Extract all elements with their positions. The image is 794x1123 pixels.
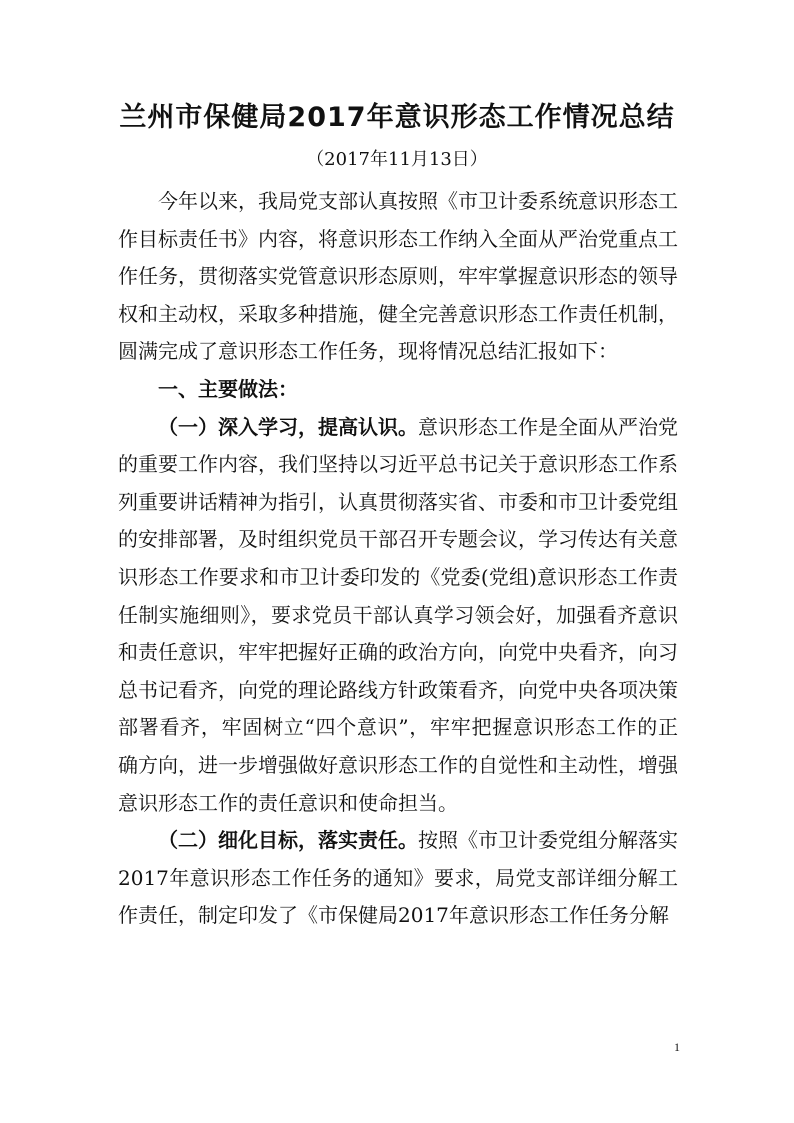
intro-paragraph: 今年以来，我局党支部认真按照《市卫计委系统意识形态工作目标责任书》内容，将意识形态工作纳入全面从严治党重点工作任务，贯彻落实党管意识形态原则，牢牢掌握意识形态的领导权和主动权，采取多种措施，健全完善意识形态工作责任机制，圆满完成了意识形态工作任务，现将情况总结汇报如下： xyxy=(118,189,678,364)
item-one-paragraph xyxy=(118,409,678,823)
document-title: 兰州市保健局2017年意识形态工作情况总结 xyxy=(119,102,675,133)
item-two-lead: （二）细化目标，落实责任。 xyxy=(158,828,418,853)
item-one-lead: （一）深入学习，提高认识。 xyxy=(158,414,418,439)
page-number: 1 xyxy=(674,1040,680,1054)
document-body xyxy=(118,183,678,935)
item-two-text: 按照《市卫计委党组分解落实2017年意识形态工作任务的通知》要求，局党支部详细分解工作责任，制定印发了《市保健局2017年意识形态工作任务分解 xyxy=(118,828,678,928)
item-one-text: 意识形态工作是全面从严治党的重要工作内容，我们坚持以习近平总书记关于意识形态工作系列重要讲话精神为指引，认真贯彻落实省、市委和市卫计委党组的安排部署，及时组织党员干部召开专题会议，学习传达有关意识形态工作要求和市卫计委印发的《党委(党组)意识形态工作责任制实施细则》，要求党员干部认真学习领会好，加强看齐意识和责任意识，牢牢把握好正确的政治方向，向党中央看齐，向习总书记看齐，向党的理论路线方针政策看齐，向党中央各项决策部署看齐，牢固树立“四个意识”，牢牢把握意识形态工作的正确方向，进一步增强做好意识形态工作的自觉性和主动性，增强意识形态工作的责任意识和使命担当。 xyxy=(118,414,678,815)
document-date: （2017年11月13日） xyxy=(306,149,488,170)
section-heading: 一、主要做法： xyxy=(158,376,298,401)
item-two-paragraph xyxy=(118,822,678,935)
